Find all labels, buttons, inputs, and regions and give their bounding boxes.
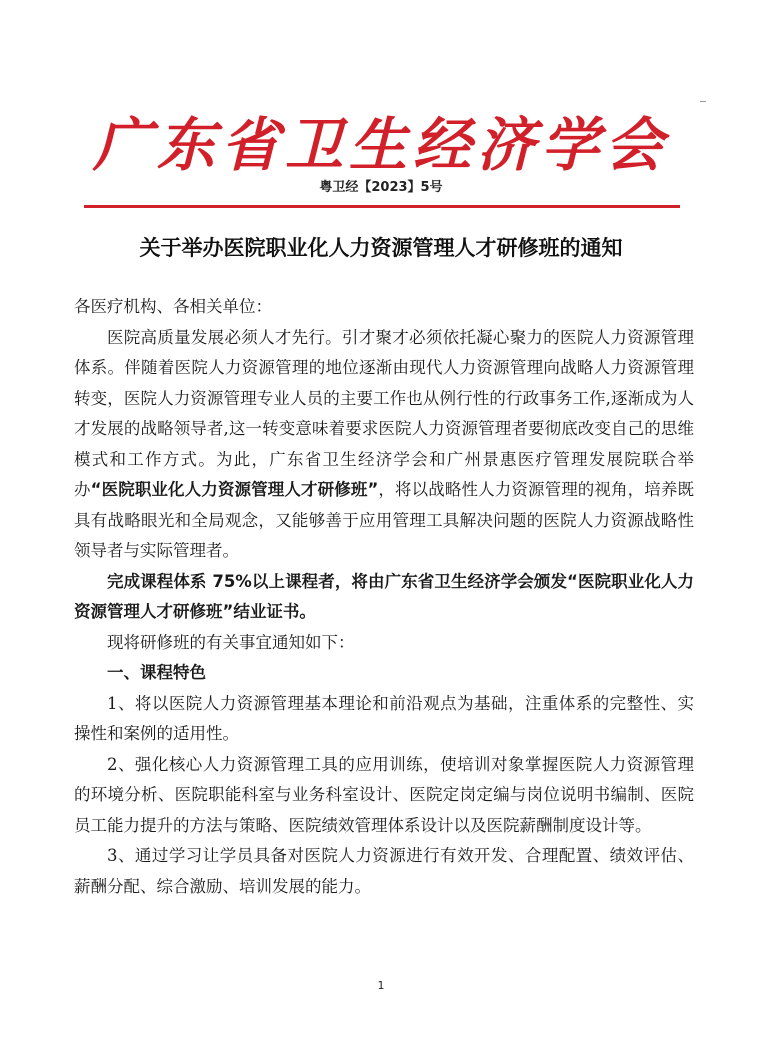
course-feature-item: 2、强化核心人力资源管理工具的应用训练，使培训对象掌握医院人力资源管理的环境分析、医院职能科室与业务科室设计、医院定岗定编与岗位说明书编制、医院员工能力提升的方法与策略、医院绩效管理体系设计以及医院薪酬制度设计等。: [74, 754, 694, 835]
header-divider: [84, 205, 680, 208]
notice-body: [74, 292, 694, 902]
corner-mark: [700, 101, 706, 102]
certificate-note: 完成课程体系 75%以上课程者，将由广东省卫生经济学会颁发“医院职业化人力资源管理人才研修班”结业证书。: [74, 571, 694, 621]
notice-title: 关于举办医院职业化人力资源管理人才研修班的通知: [139, 236, 623, 260]
notice-line: 现将研修班的有关事宜通知如下：: [107, 632, 355, 652]
intro-text-part1: 医院高质量发展必须人才先行。引才聚才必须依托凝心聚力的医院人力资源管理体系。伴随着医院人力资源管理的地位逐渐由现代人力资源管理向战略人力资源管理转变，医院人力资源管理专业人员的主要工作也从例行性的行政事务工作,逐渐成为人才发展的战略领导者,这一转变意味着要求医院人力资源管理者要彻底改变自己的思维模式和工作方式。为此，广东省卫生经济学会和广州景惠医疗管理发展院联合举办: [74, 327, 694, 499]
program-name: “医院职业化人力资源管理人才研修班”: [90, 480, 379, 499]
course-feature-item: 1、将以医院人力资源管理基本理论和前沿观点为基础，注重体系的完整性、实操性和案例的适用性。: [74, 693, 694, 743]
course-feature-item: 3、通过学习让学员具备对医院人力资源进行有效开发、合理配置、绩效评估、薪酬分配、综合激励、培训发展的能力。: [74, 846, 694, 896]
salutation: 各医疗机构、各相关单位：: [74, 297, 272, 316]
section-heading-course-features: 一、课程特色: [107, 663, 206, 682]
intro-text-part2: ，将以战略性人力资源管理的视角，培养既具有战略眼光和全局观念，又能够善于应用管理工具解决问题的医院人力资源战略性领导者与实际管理者。: [74, 480, 695, 560]
page-number: 1: [377, 979, 385, 992]
document-number: 粤卫经【2023】5号: [319, 180, 443, 195]
masthead-title: 广东省卫生经济学会: [92, 111, 669, 179]
intro-paragraph: [74, 323, 694, 567]
